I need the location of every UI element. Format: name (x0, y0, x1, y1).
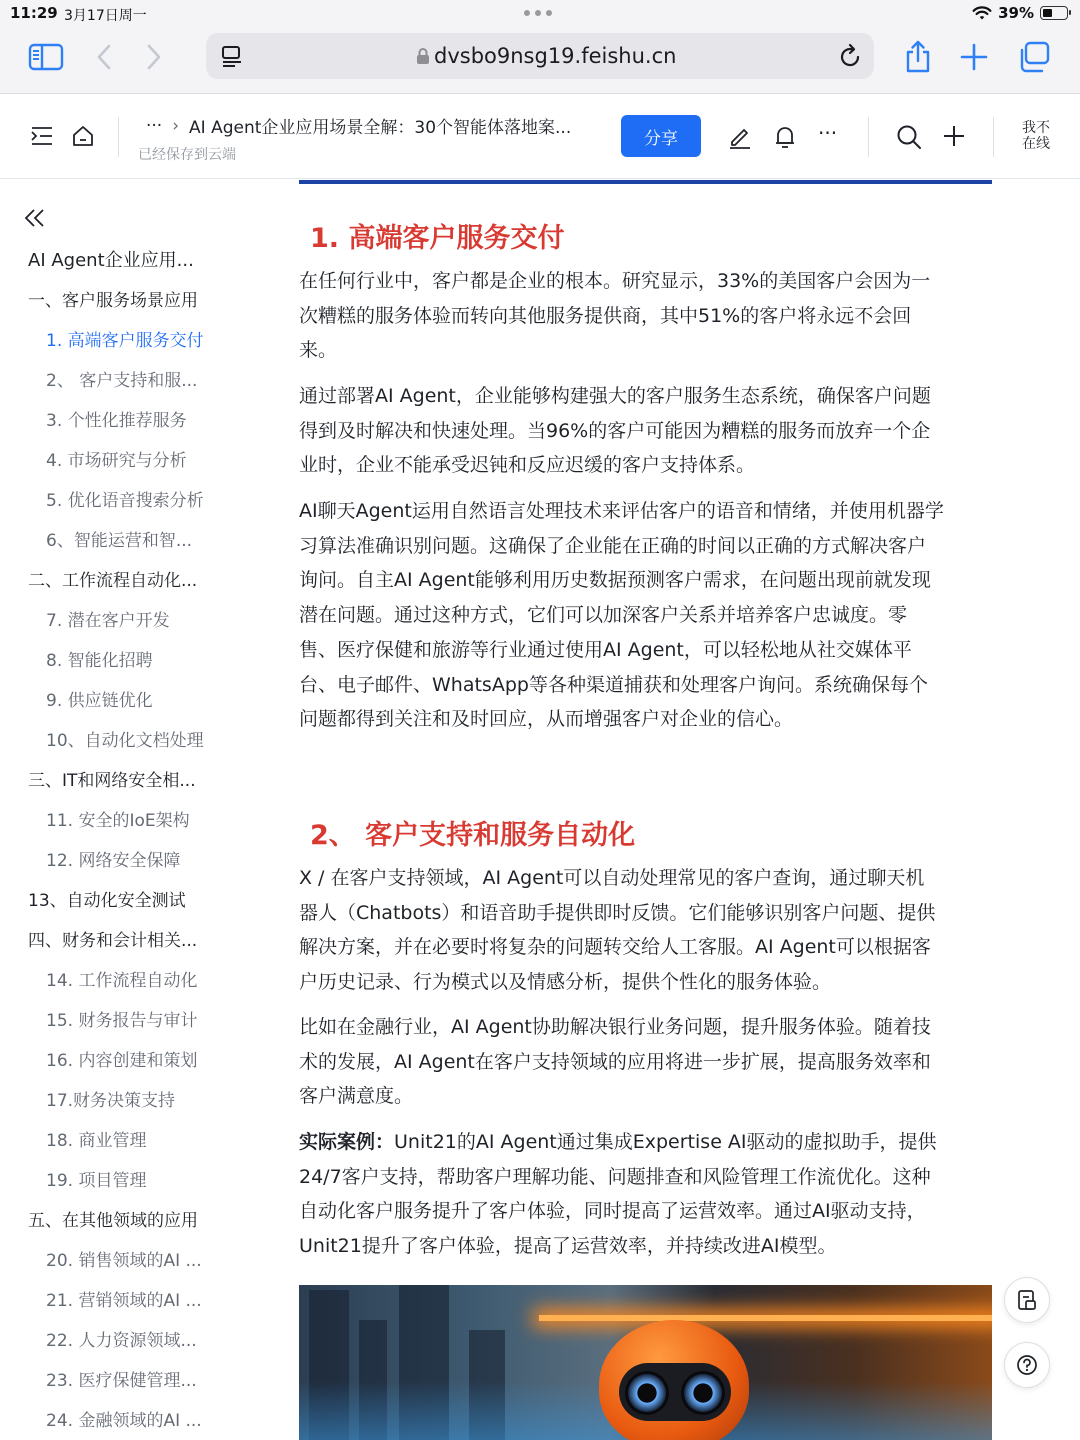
outline-item[interactable]: 16. 内容创建和策划 (46, 1051, 198, 1071)
paragraph-line: 得到及时解决和快速处理。当96%的客户可能因为糟糕的服务而放弃一个企 (299, 419, 931, 442)
paragraph-line: 习算法准确识别问题。这确保了企业能在正确的时间以正确的方式解决客户 (299, 534, 927, 557)
battery-percent: 39% (998, 4, 1034, 22)
paragraph-line: 器人（Chatbots）和语音助手提供即时反馈。它们能够识别客户问题、提供 (299, 901, 936, 924)
status-right (972, 4, 1068, 22)
paragraph-line: 问题都得到关注和及时回应，从而增强客户对企业的信心。 (299, 708, 794, 731)
outline-item[interactable]: 12. 网络安全保障 (46, 851, 181, 871)
new-tab-icon[interactable] (954, 40, 994, 74)
bell-icon[interactable] (774, 125, 796, 149)
tabs-overview-icon[interactable] (1014, 40, 1054, 74)
status-bar (0, 0, 1080, 28)
outline-item[interactable]: AI Agent企业应用... (28, 250, 194, 271)
document-comment-icon (1017, 1289, 1037, 1311)
doc-header (0, 95, 1080, 179)
paragraph-line: 自动化客户服务提升了客户体验，同时提高了运营效率。通过AI驱动支持， (299, 1200, 926, 1223)
outline-item-active[interactable]: 1. 高端客户服务交付 (46, 331, 204, 351)
paragraph (299, 1010, 992, 1114)
search-icon[interactable] (896, 124, 922, 150)
url-text: dvsbo9nsg19.feishu.cn (434, 44, 677, 68)
header-divider (118, 117, 119, 157)
breadcrumb (146, 113, 571, 138)
saved-status: 已经保存到云端 (138, 147, 236, 163)
more-options-icon[interactable]: ··· (818, 121, 838, 145)
edit-icon[interactable] (728, 125, 752, 149)
outline-item[interactable]: 21. 营销领域的AI ... (46, 1291, 202, 1311)
header-divider (993, 117, 994, 157)
offline-status[interactable]: 我不在线 (1022, 120, 1050, 152)
outline-item[interactable]: 15. 财务报告与审计 (46, 1011, 198, 1031)
case-paragraph (299, 1125, 992, 1264)
paragraph-line: 售、医疗保健和旅游等行业通过使用AI Agent，可以轻松地从社交媒体平 (299, 638, 912, 661)
paragraph-line: 次糟糕的服务体验而转向其他服务提供商，其中51%的客户将永远不会回 (299, 304, 912, 327)
reader-icon[interactable] (220, 44, 244, 68)
outline-item[interactable]: 19. 项目管理 (46, 1171, 147, 1191)
outline-item[interactable]: 5. 优化语音搜索分析 (46, 491, 204, 511)
multitasking-dots-icon[interactable] (524, 10, 552, 16)
paragraph-line: X / 在客户支持领域，AI Agent可以自动处理常见的客户查询，通过聊天机 (299, 867, 925, 889)
paragraph-line: 业时，企业不能承受迟钝和反应迟缓的客户支持体系。 (299, 454, 756, 477)
outline-item[interactable]: 7. 潜在客户开发 (46, 611, 170, 631)
section-divider (299, 180, 992, 184)
paragraph (299, 861, 992, 1000)
wifi-icon (972, 5, 992, 21)
outline-item[interactable]: 13、自动化安全测试 (28, 891, 186, 911)
outline-item[interactable]: 14. 工作流程自动化 (46, 971, 198, 991)
doc-title[interactable]: AI Agent企业应用场景全解：30个智能体落地案... (189, 118, 572, 138)
paragraph-line: 客户满意度。 (299, 1085, 414, 1108)
outline-item[interactable]: 6、智能运营和智... (46, 531, 193, 551)
paragraph (299, 494, 992, 737)
sidebar-toggle-icon[interactable] (26, 40, 66, 74)
paragraph (299, 264, 992, 368)
share-sheet-icon[interactable] (898, 40, 938, 74)
comment-panel-button[interactable] (1004, 1277, 1050, 1323)
lock-icon (416, 47, 430, 65)
outline-item[interactable]: 8. 智能化招聘 (46, 651, 153, 671)
paragraph-line: 术的发展，AI Agent在客户支持领域的应用将进一步扩展，提高服务效率和 (299, 1050, 931, 1073)
outline-item[interactable]: 二、工作流程自动化... (28, 571, 198, 591)
outline-item[interactable]: 三、IT和网络安全相... (28, 771, 196, 791)
address-bar[interactable] (206, 33, 874, 79)
section-heading: 1. 高端客户服务交付 (310, 223, 565, 254)
case-label: 实际案例： (299, 1131, 395, 1153)
paragraph-line: 通过部署AI Agent，企业能够构建强大的客户服务生态系统，确保客户问题 (299, 385, 931, 407)
paragraph-line: Unit21提升了客户体验，提高了运营效率，并持续改进AI模型。 (299, 1235, 837, 1258)
paragraph-line: 台、电子邮件、WhatsApp等各种渠道捕获和处理客户询问。系统确保每个 (299, 673, 928, 696)
outline-item[interactable]: 11. 安全的IoE架构 (46, 811, 190, 831)
back-icon[interactable] (84, 40, 124, 74)
outline-item[interactable]: 23. 医疗保健管理... (46, 1371, 197, 1391)
paragraph-line (299, 1125, 992, 1160)
paragraph (299, 379, 992, 483)
outline-sidebar (0, 180, 240, 1440)
paragraph-line: 比如在金融行业，AI Agent协助解决银行业务问题，提升服务体验。随着技 (299, 1016, 931, 1038)
paragraph-line: AI聊天Agent运用自然语言处理技术来评估客户的语音和情绪，并使用机器学 (299, 500, 944, 522)
help-icon (1016, 1354, 1038, 1376)
share-button[interactable]: 分享 (621, 115, 701, 157)
outline-item[interactable]: 10、自动化文档处理 (46, 731, 204, 751)
battery-icon (1040, 6, 1068, 20)
outline-item[interactable]: 3. 个性化推荐服务 (46, 411, 187, 431)
help-button[interactable] (1004, 1342, 1050, 1388)
outline-item[interactable]: 一、客户服务场景应用 (28, 291, 198, 311)
status-time: 11:29 (10, 4, 58, 22)
outline-item[interactable]: 20. 销售领域的AI ... (46, 1251, 202, 1271)
outline-item[interactable]: 9. 供应链优化 (46, 691, 153, 711)
outline-item[interactable]: 24. 金融领域的AI ... (46, 1411, 202, 1431)
breadcrumb-more[interactable]: ··· (146, 115, 163, 136)
outline-item[interactable]: 2、 客户支持和服... (46, 371, 198, 391)
outline-item[interactable]: 四、财务和会计相关... (28, 931, 198, 951)
outline-item[interactable]: 4. 市场研究与分析 (46, 451, 187, 471)
outline-item[interactable]: 五、在其他领域的应用 (28, 1211, 198, 1231)
outline-toggle-icon[interactable] (30, 125, 54, 147)
outline-item[interactable]: 22. 人力资源领域... (46, 1331, 197, 1351)
paragraph-line: 来。 (299, 339, 338, 362)
add-icon[interactable] (942, 124, 966, 148)
paragraph-line: 24/7客户支持，帮助客户理解功能、问题排查和风险管理工作流优化。这种 (299, 1165, 931, 1188)
home-icon[interactable] (72, 125, 94, 147)
status-date: 3月17日周一 (64, 8, 147, 24)
reload-icon[interactable] (838, 43, 862, 69)
chevron-right-icon: › (172, 115, 180, 136)
case-text: Unit21的AI Agent通过集成Expertise AI驱动的虚拟助手，提供 (394, 1131, 937, 1153)
paragraph-line: 潜在问题。通过这种方式，它们可以加深客户关系并培养客户忠诚度。零 (299, 604, 908, 627)
robot-illustration-image[interactable] (299, 1285, 992, 1440)
outline-item[interactable]: 17.财务决策支持 (46, 1091, 176, 1111)
paragraph-line: 户历史记录、行为模式以及情感分析，提供个性化的服务体验。 (299, 971, 832, 994)
paragraph-line: 询问。自主AI Agent能够利用历史数据预测客户需求，在问题出现前就发现 (299, 569, 931, 592)
paragraph-line: 在任何行业中，客户都是企业的根本。研究显示，33%的美国客户会因为一 (299, 270, 931, 292)
forward-icon[interactable] (134, 40, 174, 74)
section-heading: 2、 客户支持和服务自动化 (310, 820, 636, 851)
collapse-sidebar-icon[interactable] (24, 208, 46, 232)
header-divider (868, 117, 869, 157)
paragraph-line: 解决方案，并在必要时将复杂的问题转交给人工客服。AI Agent可以根据客 (299, 936, 931, 959)
outline-item[interactable]: 18. 商业管理 (46, 1131, 147, 1151)
browser-toolbar (0, 28, 1080, 94)
